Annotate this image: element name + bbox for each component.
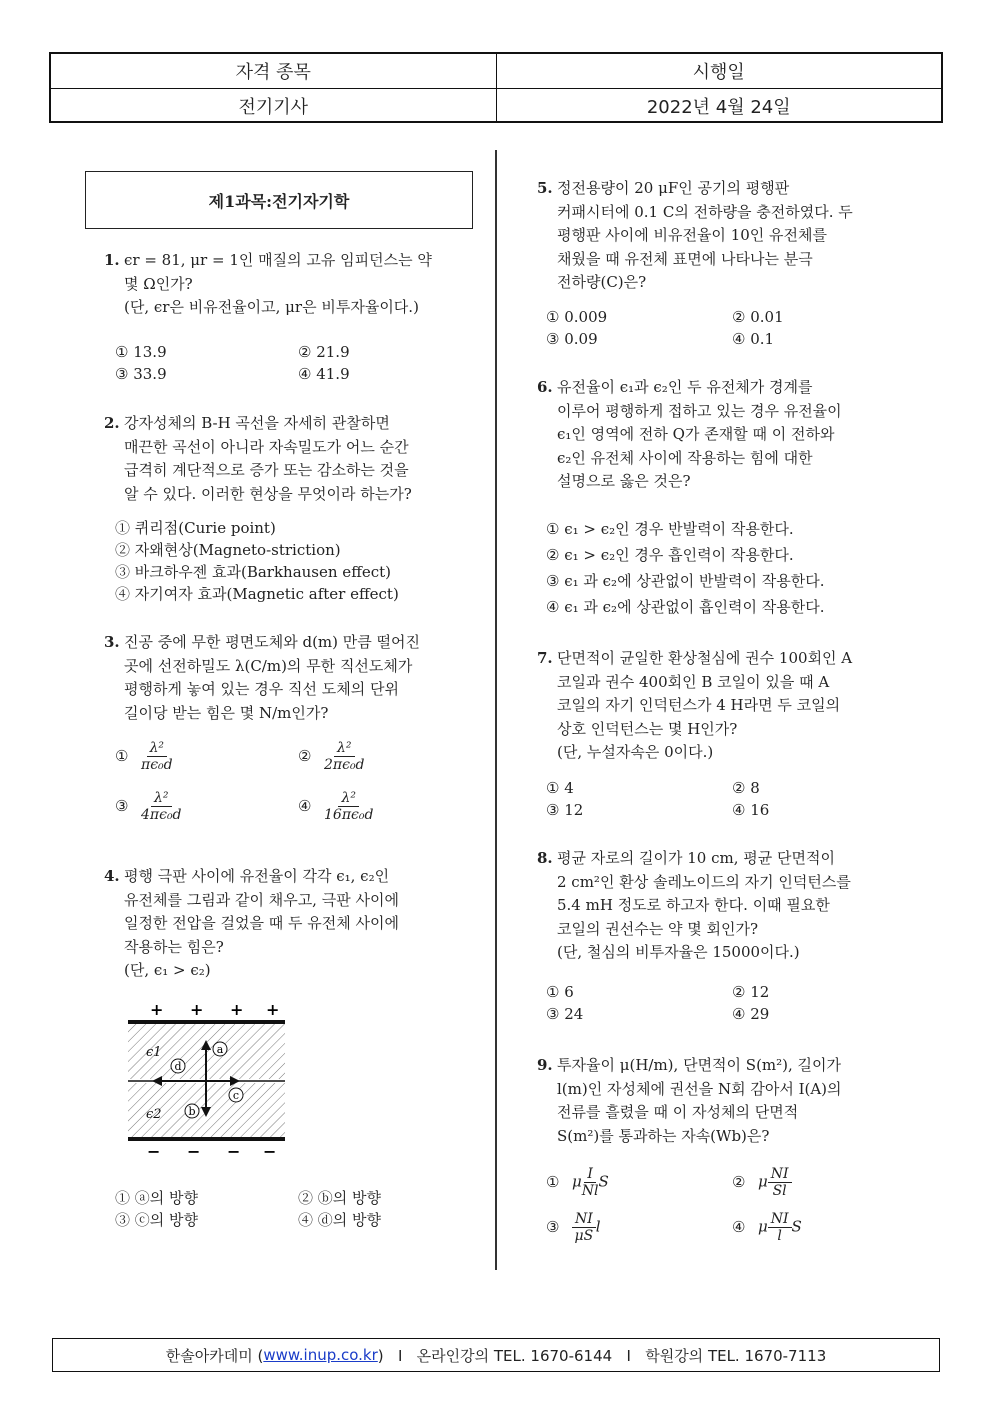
denominator: Nl [581, 1183, 599, 1199]
numerator: NI [768, 1166, 792, 1183]
fraction [141, 740, 173, 773]
answer-option[interactable]: ① ϵ₁ > ϵ₂인 경우 반발력이 작용한다. [546, 520, 794, 538]
answer-option[interactable] [546, 1211, 601, 1244]
question-text-line: 강자성체의 B-H 곡선을 자세히 관찰하면 [124, 414, 390, 432]
numerator: I [584, 1166, 596, 1183]
plus-sign: + [266, 1000, 280, 1019]
question-text-line: 유전체를 그림과 같이 채우고, 극판 사이에 [124, 890, 399, 909]
question-text-line: ϵ₁인 영역에 전하 Q가 존재할 때 이 전하와 [557, 425, 835, 443]
question-text-line: 설명으로 옳은 것은? [557, 472, 691, 490]
answer-option[interactable]: ④ 16 [732, 801, 770, 819]
option-mark: ② [298, 746, 312, 765]
exam-type-label: 자격 종목 [235, 62, 311, 83]
question-9 [537, 1054, 842, 1148]
eps2-label: ϵ2 [146, 1107, 162, 1122]
question-number: 9. [537, 1056, 553, 1074]
numerator: λ² [338, 790, 359, 807]
question-text-line: 코일의 권선수는 약 몇 회인가? [557, 919, 758, 938]
question-text-line: 곳에 선전하밀도 λ(C/m)의 무한 직선도체가 [124, 656, 413, 675]
header-row-labels [51, 54, 941, 88]
bottom-plate [128, 1137, 285, 1141]
eps1-label: ϵ1 [146, 1045, 162, 1060]
fraction [324, 790, 373, 823]
question-text-line: 커패시터에 0.1 C의 전하량을 충전하였다. 두 [557, 202, 853, 221]
answer-option[interactable]: ① 13.9 [115, 343, 167, 361]
question-text-line: 길이당 받는 힘은 몇 N/m인가? [124, 703, 329, 722]
question-5 [537, 177, 853, 295]
answer-option[interactable]: ② ϵ₁ > ϵ₂인 경우 흡인력이 작용한다. [546, 546, 794, 564]
question-text-line: 평행하게 놓여 있는 경우 직선 도체의 단위 [124, 680, 399, 698]
question-text-line: 작용하는 힘은? [124, 937, 224, 956]
answer-option[interactable]: ③ ⓒ의 방향 [115, 1211, 199, 1229]
numerator: λ² [151, 790, 172, 807]
question-number: 4. [104, 867, 120, 885]
question-text-line: (단, 누설자속은 0이다.) [557, 743, 714, 761]
answer-option[interactable] [732, 1166, 792, 1199]
label-c: c [232, 1089, 240, 1102]
top-plate [128, 1020, 285, 1024]
denominator: 4πϵ₀d [141, 807, 182, 823]
answer-option[interactable] [115, 740, 173, 773]
denominator: 16πϵ₀d [324, 807, 374, 823]
answer-option[interactable]: ① ⓐ의 방향 [115, 1189, 199, 1207]
question-text-line: ϵ₂인 유전체 사이에 작용하는 힘에 대한 [557, 448, 813, 467]
suffix: S [598, 1172, 609, 1191]
answer-option[interactable]: ② 자왜현상(Magneto-striction) [115, 541, 341, 559]
answer-option[interactable]: ④ ϵ₁ 과 ϵ₂에 상관없이 흡인력이 작용한다. [546, 598, 825, 616]
fraction [324, 740, 365, 773]
answer-option[interactable]: ③ 24 [546, 1005, 584, 1023]
answer-option[interactable]: ④ 29 [732, 1005, 770, 1023]
answer-option[interactable]: ② 8 [732, 779, 760, 797]
answer-option[interactable] [546, 1166, 609, 1199]
exam-date-value: 2022년 4월 24일 [496, 89, 942, 123]
question-2 [104, 412, 412, 506]
answer-option[interactable]: ③ 33.9 [115, 365, 167, 383]
minus-sign: − [263, 1142, 277, 1160]
footer-contact: ) I 온라인강의 TEL. 1670-6144 I 학원강의 TEL. 1670-7113 [377, 1346, 827, 1365]
answer-option[interactable]: ④ 자기여자 효과(Magnetic after effect) [115, 585, 399, 603]
option-mark: ③ [115, 796, 129, 815]
answer-option[interactable]: ① 4 [546, 779, 574, 797]
footer-website-link[interactable]: www.inup.co.kr [263, 1346, 378, 1364]
question-number: 6. [537, 378, 553, 396]
prefix: μ [758, 1217, 768, 1236]
question-number: 5. [537, 179, 553, 197]
question-3 [104, 631, 420, 725]
header-table [49, 52, 943, 123]
answer-option[interactable]: ③ 12 [546, 801, 584, 819]
question-text-line: ϵr = 81, μr = 1인 매질의 고유 임피던스는 약 [124, 251, 432, 269]
exam-date-label: 시행일 [496, 54, 942, 88]
fraction [572, 1211, 596, 1244]
question-text-line: 평행판 사이에 비유전율이 10인 유전체를 [557, 226, 828, 244]
exam-type-value: 전기기사 [238, 97, 309, 118]
question-text-line: 이루어 평행하게 접하고 있는 경우 유전율이 [557, 401, 842, 420]
question-text-line: (단, ϵr은 비유전율이고, μr은 비투자율이다.) [124, 298, 419, 316]
prefix: μ [572, 1172, 582, 1191]
question-number: 1. [104, 251, 120, 269]
option-mark: ④ [732, 1217, 746, 1236]
answer-option[interactable]: ④ 0.1 [732, 330, 775, 348]
answer-option[interactable]: ① 0.009 [546, 308, 608, 326]
numerator: NI [572, 1211, 596, 1228]
answer-option[interactable]: ③ ϵ₁ 과 ϵ₂에 상관없이 반발력이 작용한다. [546, 572, 825, 590]
option-mark: ③ [546, 1217, 560, 1236]
question-text-line: 알 수 있다. 이러한 현상을 무엇이라 하는가? [124, 484, 412, 503]
question-text-line: 일정한 전압을 걸었을 때 두 유전체 사이에 [124, 914, 399, 932]
question-text-line: 코일의 자기 인덕턴스가 4 H라면 두 코일의 [557, 696, 841, 714]
question-number: 8. [537, 849, 553, 867]
answer-option[interactable] [298, 740, 365, 773]
option-mark: ② [732, 1172, 746, 1191]
answer-option[interactable] [298, 790, 373, 823]
answer-option[interactable]: ① 6 [546, 983, 574, 1001]
section-title: 제1과목:전기자기학 [85, 171, 473, 229]
fraction [768, 1166, 792, 1199]
answer-option[interactable]: ③ 바크하우젠 효과(Barkhausen effect) [115, 563, 392, 581]
denominator: πϵ₀d [141, 757, 173, 773]
option-mark: ④ [298, 796, 312, 815]
question-text-line: (단, ϵ₁ > ϵ₂) [124, 961, 211, 979]
question-text-line: 5.4 mH 정도로 하고자 한다. 이때 필요한 [557, 896, 830, 914]
question-text-line: S(m²)를 통과하는 자속(Wb)은? [557, 1126, 770, 1145]
answer-option[interactable]: ③ 0.09 [546, 330, 598, 348]
question-text-line: 진공 중에 무한 평면도체와 d(m) 만큼 떨어진 [124, 633, 420, 651]
answer-option[interactable] [732, 1211, 802, 1244]
minus-sign: − [147, 1142, 161, 1160]
column-divider [495, 150, 497, 1270]
question-7 [537, 647, 853, 765]
question-number: 2. [104, 414, 120, 432]
question-text-line: 평균 자로의 길이가 10 cm, 평균 단면적이 [557, 849, 835, 867]
answer-option[interactable]: ② 0.01 [732, 308, 784, 326]
dielectric-figure [120, 1000, 295, 1160]
denominator: 2πϵ₀d [324, 757, 365, 773]
numerator: NI [768, 1211, 792, 1228]
question-text-line: 평행 극판 사이에 유전율이 각각 ϵ₁, ϵ₂인 [124, 867, 390, 885]
suffix: l [595, 1217, 601, 1236]
question-text-line: 투자율이 μ(H/m), 단면적이 S(m²), 길이가 [557, 1056, 842, 1074]
answer-option[interactable]: ① 퀴리점(Curie point) [115, 519, 276, 537]
question-text-line: 2 cm²인 환상 솔레노이드의 자기 인덕턴스를 [557, 872, 851, 891]
question-6 [537, 376, 842, 494]
footer-org: 한솔아카데미 ( [165, 1346, 264, 1365]
option-mark: ① [115, 746, 129, 765]
question-8 [537, 847, 851, 965]
question-text-line: 단면적이 균일한 환상철심에 권수 100회인 A [557, 649, 853, 667]
denominator: μS [574, 1228, 594, 1244]
question-text-line: 매끈한 곡선이 아니라 자속밀도가 어느 순간 [124, 437, 409, 456]
prefix: μ [758, 1172, 768, 1191]
answer-option[interactable]: ② 21.9 [298, 343, 350, 361]
question-text-line: 유전율이 ϵ₁과 ϵ₂인 두 유전체가 경계를 [557, 378, 813, 396]
question-text-line: 몇 Ω인가? [124, 274, 193, 293]
fraction [141, 790, 182, 823]
plus-sign: + [230, 1000, 244, 1019]
fraction [768, 1211, 792, 1244]
question-text-line: 정전용량이 20 μF인 공기의 평행판 [557, 179, 790, 197]
minus-sign: − [227, 1142, 241, 1160]
suffix: S [791, 1217, 802, 1236]
answer-option[interactable] [115, 790, 182, 823]
question-text-line: 채웠을 때 유전체 표면에 나타나는 분극 [557, 249, 813, 268]
label-a: a [216, 1043, 224, 1056]
minus-sign: − [187, 1142, 201, 1160]
denominator: Sl [772, 1183, 787, 1199]
plus-sign: + [150, 1000, 164, 1019]
answer-option[interactable]: ④ ⓓ의 방향 [298, 1211, 382, 1229]
numerator: λ² [147, 740, 168, 757]
label-d: d [174, 1060, 182, 1073]
question-text-line: 급격히 계단적으로 증가 또는 감소하는 것을 [124, 461, 409, 479]
question-number: 3. [104, 633, 120, 651]
question-text-line: 전하량(C)은? [557, 273, 647, 291]
question-text-line: 코일과 권수 400회인 B 코일이 있을 때 A [557, 672, 830, 691]
option-mark: ① [546, 1172, 560, 1191]
denominator: l [777, 1228, 782, 1244]
label-b: b [188, 1105, 196, 1118]
question-number: 7. [537, 649, 553, 667]
numerator: λ² [334, 740, 355, 757]
question-text-line: (단, 철심의 비투자율은 15000이다.) [557, 943, 800, 961]
plus-sign: + [190, 1000, 204, 1019]
question-text-line: l(m)인 자성체에 권선을 N회 감아서 I(A)의 [557, 1079, 842, 1098]
answer-option[interactable]: ② 12 [732, 983, 770, 1001]
header-row-values [51, 88, 941, 123]
fraction [582, 1166, 599, 1199]
question-1 [104, 249, 432, 320]
question-text-line: 상호 인덕턴스는 몇 H인가? [557, 719, 738, 738]
question-4 [104, 865, 399, 983]
answer-option[interactable]: ④ 41.9 [298, 365, 350, 383]
answer-option[interactable]: ② ⓑ의 방향 [298, 1189, 382, 1207]
footer-bar [52, 1338, 940, 1372]
question-text-line: 전류를 흘렸을 때 이 자성체의 단면적 [557, 1103, 799, 1121]
